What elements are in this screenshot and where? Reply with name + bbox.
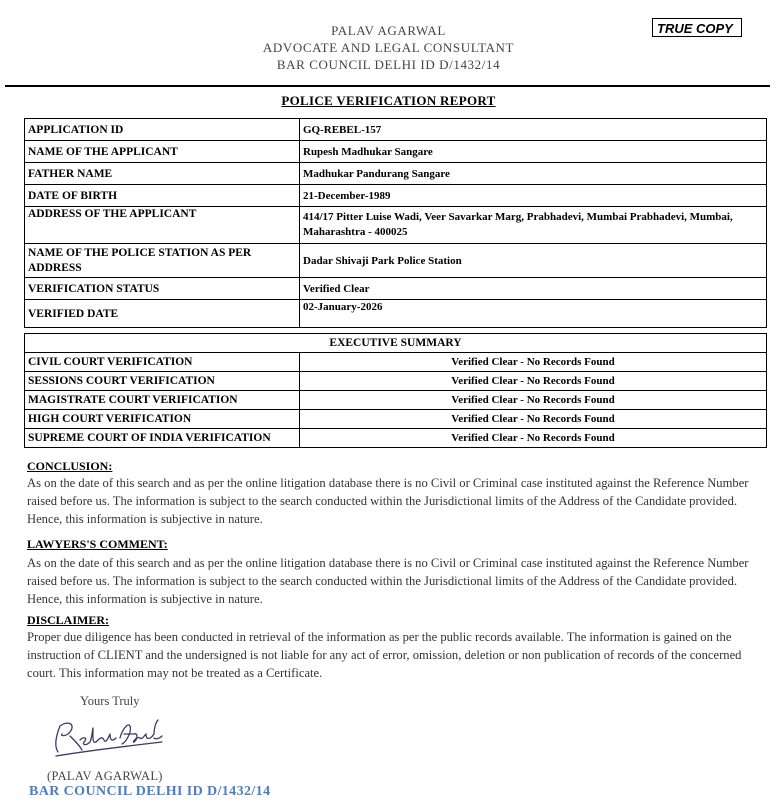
executive-summary-table	[24, 333, 767, 448]
table-row	[25, 300, 767, 328]
row-label: NAME OF THE APPLICANT	[25, 141, 300, 163]
lawyers-comment-body: As on the date of this search and as per the online litigation database there is no Civil or Criminal case instituted against the Reference Number raised before us. The information is subject to the search conducted within the Jurisdictional limits of the Address of the Candidate provided. Hence, this information is subjective in nature.	[27, 556, 749, 606]
disclaimer-body: Proper due diligence has been conducted in retrieval of the information as per the public records available. The information is gained on the instruction of CLIENT and the undersigned is not liable for any act of error, omission, deletion or non publication of records of the concerned court. This information may not be treated as a Certificate.	[27, 630, 742, 680]
advocate-bar-id: BAR COUNCIL DELHI ID D/1432/14	[276, 57, 501, 72]
row-label: VERIFIED DATE	[25, 300, 300, 328]
row-value: 21-December-1989	[300, 185, 767, 207]
court-result: Verified Clear - No Records Found	[300, 410, 767, 429]
row-value: GQ-REBEL-157	[300, 119, 767, 141]
table-row	[25, 207, 767, 244]
conclusion-title: CONCLUSION:	[27, 459, 113, 473]
lawyers-comment-title: LAWYERS'S COMMENT:	[27, 537, 168, 551]
advocate-name: PALAV AGARWAL	[331, 23, 446, 38]
report-title: POLICE VERIFICATION REPORT	[281, 93, 496, 108]
court-label: SUPREME COURT OF INDIA VERIFICATION	[25, 429, 300, 448]
court-label: MAGISTRATE COURT VERIFICATION	[25, 391, 300, 410]
row-value: Dadar Shivaji Park Police Station	[300, 244, 767, 278]
row-label: APPLICATION ID	[25, 119, 300, 141]
signatory-bar-id: BAR COUNCIL DELHI ID D/1432/14	[29, 784, 271, 799]
disclaimer-section	[27, 613, 759, 682]
court-label: CIVIL COURT VERIFICATION	[25, 353, 300, 372]
court-result: Verified Clear - No Records Found	[300, 391, 767, 410]
court-label: HIGH COURT VERIFICATION	[25, 410, 300, 429]
summary-heading: EXECUTIVE SUMMARY	[25, 334, 767, 353]
conclusion-body: As on the date of this search and as per the online litigation database there is no Civil or Criminal case instituted against the Reference Number raised before us. The information is subject to the search conducted within the Jurisdictional limits of the Address of the Candidate provided. Hence, this information is subjective in nature.	[27, 476, 749, 526]
row-value: Madhukar Pandurang Sangare	[300, 163, 767, 185]
row-label: DATE OF BIRTH	[25, 185, 300, 207]
row-value: 414/17 Pitter Luise Wadi, Veer Savarkar Marg, Prabhadevi, Mumbai Prabhadevi, Mumbai, Maharashtra - 400025	[300, 207, 767, 244]
table-row	[25, 163, 767, 185]
row-label: ADDRESS OF THE APPLICANT	[25, 207, 300, 244]
table-row	[25, 391, 767, 410]
table-row	[25, 410, 767, 429]
table-row	[25, 141, 767, 163]
court-label: SESSIONS COURT VERIFICATION	[25, 372, 300, 391]
table-row	[25, 244, 767, 278]
signatory-name: (PALAV AGARWAL)	[47, 769, 163, 783]
table-row	[25, 372, 767, 391]
lawyers-comment-section	[27, 537, 759, 608]
table-row	[25, 429, 767, 448]
disclaimer-title: DISCLAIMER:	[27, 613, 110, 627]
applicant-info-table	[24, 118, 767, 328]
row-value: Verified Clear	[300, 278, 767, 300]
header-divider	[5, 85, 770, 87]
court-result: Verified Clear - No Records Found	[300, 429, 767, 448]
table-row	[25, 278, 767, 300]
table-row	[25, 185, 767, 207]
row-label: NAME OF THE POLICE STATION AS PER ADDRESS	[25, 244, 300, 278]
true-copy-stamp: TRUE COPY	[652, 18, 742, 37]
advocate-role: ADVOCATE AND LEGAL CONSULTANT	[262, 40, 515, 55]
row-label: VERIFICATION STATUS	[25, 278, 300, 300]
yours-truly: Yours Truly	[80, 694, 140, 708]
row-label: FATHER NAME	[25, 163, 300, 185]
court-result: Verified Clear - No Records Found	[300, 353, 767, 372]
table-row	[25, 353, 767, 372]
row-value: 02-January-2026	[300, 300, 767, 328]
signature-image	[50, 712, 170, 762]
court-result: Verified Clear - No Records Found	[300, 372, 767, 391]
conclusion-section	[27, 459, 759, 528]
table-row	[25, 119, 767, 141]
summary-heading-row	[25, 334, 767, 353]
row-value: Rupesh Madhukar Sangare	[300, 141, 767, 163]
